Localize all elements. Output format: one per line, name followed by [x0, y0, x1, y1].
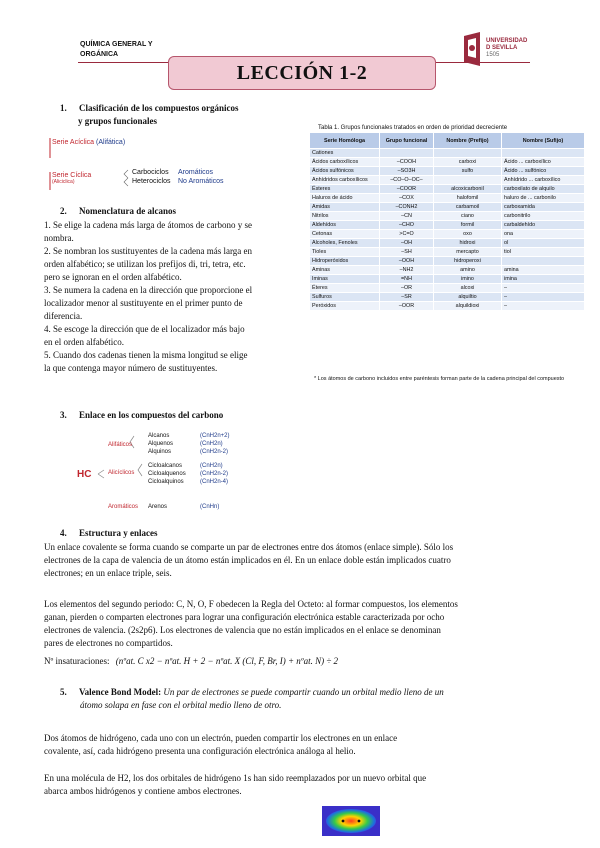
para-line: electrones; en un enlace triple, seis.: [44, 568, 172, 578]
section-1-number: 1.: [60, 103, 67, 113]
para-line: electrones de valencia. (2s2p6). Los electrones de valencia que no están implicados en el enlace se denominan: [44, 625, 441, 635]
table-cell: –COOH: [380, 158, 434, 167]
table-cell: formil: [434, 221, 502, 230]
table-cell: –: [502, 284, 585, 293]
table-cell: –COX: [380, 194, 434, 203]
para-line: Un enlace covalente se forma cuando se comparte un par de electrones entre dos átomos (enlace simple). Sólo los: [44, 542, 454, 552]
table-cell: –NH2: [380, 266, 434, 275]
table-row: [310, 221, 585, 230]
alicyclic-label: Alicíclicos: [108, 470, 135, 476]
rule-line: pero se ignoran en el orden alfabético.: [44, 272, 182, 282]
table-cell: Ácido ... sulfónico: [502, 167, 585, 176]
section-1-title-2: y grupos funcionales: [78, 116, 158, 126]
rule-line: la que contenga mayor número de sustituyentes.: [44, 363, 218, 373]
series-cyclic: Serie Cíclica: [52, 172, 92, 179]
table-cell: carboxilato de alquilo: [502, 185, 585, 194]
rule-line: en el orden alfabético.: [44, 337, 124, 347]
section-4-title: Estructura y enlaces: [79, 528, 158, 538]
section-3-title: Enlace en los compuestos del carbono: [79, 410, 224, 420]
para-line: electrones de la capa de valencia de un átomo están implicados en él. En un enlace doble están implicados cuatro: [44, 555, 451, 565]
alkanes: Alcanos: [148, 433, 170, 439]
table-cell: Éteres: [310, 284, 380, 293]
unsaturation-label: Nº insaturaciones:: [44, 656, 110, 666]
h2-orbital-icon: [322, 806, 380, 836]
table-note: * Los átomos de carbono incluidos entre paréntesis forman parte de la cadena principal del compuesto: [314, 376, 565, 382]
table-cell: haluro de ... carbonilo: [502, 194, 585, 203]
subject-line-2: ORGÁNICA: [80, 51, 119, 58]
unsaturation-formula: [44, 656, 338, 666]
aliphatic-formulas: [200, 432, 230, 456]
rule-line: orden alfabético; se utilizan los prefijos di, tri, tetra, etc.: [44, 259, 246, 269]
para-line: abarca ambos hidrógenos y contiene ambos electrones.: [44, 786, 242, 796]
subject-line-1: QUÍMICA GENERAL Y: [80, 41, 153, 48]
table-cell: –COOR: [380, 185, 434, 194]
table-caption: Tabla 1. Grupos funcionales tratados en orden de prioridad decreciente: [318, 125, 508, 131]
table-cell: halofomil: [434, 194, 502, 203]
formula-cycloalkanes: (CnH2n): [200, 463, 223, 469]
table-cell: Cationes: [310, 149, 380, 158]
lesson-title: LECCIÓN 1-2: [168, 56, 436, 90]
cycloalkanes: Cicloalcanos: [148, 463, 183, 469]
rule-line: 4. Se escoge la dirección que de el localizador más bajo: [44, 324, 245, 334]
table-row: [310, 266, 585, 275]
table-cell: carbamoil: [434, 203, 502, 212]
table-cell: Alcoholes, Fenoles: [310, 239, 380, 248]
section-3-heading: [60, 410, 223, 420]
table-cell: [434, 176, 502, 185]
aromatic: Aromáticos: [178, 169, 214, 176]
table-cell: Sulfuros: [310, 293, 380, 302]
section-2-title: Nomenclatura de alcanos: [79, 206, 176, 216]
table-cell: alcoxicarbonil: [434, 185, 502, 194]
hc-label: HC: [77, 469, 92, 480]
table-cell: [502, 149, 585, 158]
alkynes: Alquinos: [148, 449, 172, 455]
table-cell: Ácido ... carboxílico: [502, 158, 585, 167]
para-line: covalente, así, cada hidrógeno presenta una configuración electrónica análoga al helio.: [44, 746, 356, 756]
university-name: [486, 38, 527, 59]
alicyclic-formulas: [200, 462, 228, 486]
table-cell: –OR: [380, 284, 434, 293]
table-row: [310, 302, 585, 311]
aliphatic-label: Alifáticos: [108, 442, 133, 448]
table-cell: –CHO: [380, 221, 434, 230]
table-cell: –SO3H: [380, 167, 434, 176]
cycloalkynes: Cicloalquinos: [148, 479, 184, 485]
table-cell: Aldehídos: [310, 221, 380, 230]
table-cell: Tioles: [310, 248, 380, 257]
table-cell: Peróxidos: [310, 302, 380, 311]
table-cell: carboxi: [434, 158, 502, 167]
rule-line: nombra.: [44, 233, 74, 243]
formula-cycloalkynes: (CnH2n-4): [200, 479, 229, 485]
alicyclic-list: [148, 462, 186, 486]
table-cell: Anhídridos carboxílicos: [310, 176, 380, 185]
series-cyclic-note: (Aliciclica): [52, 179, 75, 185]
series-acyclic: Serie Acíclica: [52, 139, 95, 146]
table-cell: –: [502, 293, 585, 302]
table-cell: –SH: [380, 248, 434, 257]
section-2-number: 2.: [60, 206, 67, 216]
table-cell: Anhídrido ... carboxílico: [502, 176, 585, 185]
table-cell: –SR: [380, 293, 434, 302]
table-cell: Amidas: [310, 203, 380, 212]
table-cell: Cetonas: [310, 230, 380, 239]
para-line: Dos átomos de hidrógeno, cada uno con un electrón, pueden compartir los electrones en un enlace: [44, 733, 398, 743]
table-cell: alquiltio: [434, 293, 502, 302]
table-cell: carbaldehído: [502, 221, 585, 230]
rule-line: 5. Cuando dos cadenas tienen la misma longitud se elige: [44, 350, 248, 360]
university-line-1: UNIVERSIDAD: [486, 38, 528, 44]
table-row: [310, 230, 585, 239]
table-cell: >C=O: [380, 230, 434, 239]
table-header-cell: Nombre (Sufijo): [502, 133, 585, 149]
table-cell: ona: [502, 230, 585, 239]
table-cell: ciano: [434, 212, 502, 221]
series-acyclic-note: (Alifática): [95, 139, 126, 146]
section-3-number: 3.: [60, 410, 67, 420]
alkenes: Alquenos: [148, 441, 174, 447]
table-cell: –OH: [380, 239, 434, 248]
table-cell: carbonitrilo: [502, 212, 585, 221]
formula-alkynes: (CnH2n-2): [200, 449, 229, 455]
table-cell: ol: [502, 239, 585, 248]
functional-groups-table: [309, 132, 585, 311]
aliphatic-list: [148, 432, 173, 456]
para-line: Los elementos del segundo periodo: C, N, O, F obedecen la Regla del Octeto: al formar compuestos, los elementos: [44, 599, 458, 609]
rule-line: 1. Se elige la cadena más larga de átomos de carbono y se: [44, 220, 253, 230]
rule-line: 3. Se numera la cadena en la dirección que proporcione el: [44, 285, 253, 295]
table-cell: Hidroperóxidos: [310, 257, 380, 266]
table-cell: [502, 257, 585, 266]
section-4-number: 4.: [60, 528, 67, 538]
para-line: pares de electrones no compartidos.: [44, 638, 173, 648]
table-cell: alquildioxi: [434, 302, 502, 311]
university-line-3: 1505: [486, 52, 500, 58]
table-cell: [380, 149, 434, 158]
table-cell: –OOH: [380, 257, 434, 266]
table-cell: –: [502, 302, 585, 311]
table-row: [310, 257, 585, 266]
formula-arenes: (CnHn): [200, 504, 220, 510]
section-4-para-2: [44, 598, 564, 650]
section-5-para-2: [44, 772, 564, 798]
formula-cycloalkenes: (CnH2n-2): [200, 471, 229, 477]
table-row: [310, 203, 585, 212]
para-line: ganan, pierden o comparten electrones para lograr una configuración electrónica estable caracterizada por ocho: [44, 612, 445, 622]
formula-alkanes: (CnH2n+2): [200, 433, 230, 439]
section-5-title: Valence Bond Model:: [79, 687, 162, 697]
table-cell: Ácidos sulfónicos: [310, 167, 380, 176]
section-5-number: 5.: [60, 687, 67, 697]
table-cell: amino: [434, 266, 502, 275]
table-cell: hidroxi: [434, 239, 502, 248]
table-cell: –CO–O–OC–: [380, 176, 434, 185]
table-cell: Nitrilos: [310, 212, 380, 221]
rule-line: diferencia.: [44, 311, 83, 321]
table-row: [310, 284, 585, 293]
aromatic-group: [178, 168, 224, 186]
table-cell: –OOR: [380, 302, 434, 311]
table-cell: [434, 149, 502, 158]
classification-bracket: [48, 136, 138, 194]
unsaturation-expression: (nºat. C x2 − nºat. H + 2 − nºat. X (Cl, F, Br, I) + nºat. N) ÷ 2: [115, 656, 339, 666]
table-cell: amina: [502, 266, 585, 275]
table-header-cell: Grupo funcional: [380, 133, 434, 149]
table-row: [310, 185, 585, 194]
section-1-heading: [60, 103, 239, 113]
table-cell: imina: [502, 275, 585, 284]
section-4-heading: [60, 528, 158, 538]
section-2-heading: [60, 206, 176, 216]
table-cell: carboxamida: [502, 203, 585, 212]
table-header-cell: Nombre (Prefijo): [434, 133, 502, 149]
table-row: [310, 212, 585, 221]
section-1-title-1: Clasificación de los compuestos orgánicos: [79, 103, 239, 113]
formula-alkenes: (CnH2n): [200, 441, 223, 447]
subject-header: [80, 40, 170, 60]
section-5-para-1: [44, 732, 564, 758]
arenes: Arenos: [148, 504, 168, 510]
table-cell: Iminas: [310, 275, 380, 284]
section-5-desc-2: átomo solapa en fase con el orbital medio lleno de otro.: [80, 700, 282, 710]
table-row: [310, 248, 585, 257]
table-header-row: [310, 133, 585, 149]
table-cell: Aminas: [310, 266, 380, 275]
table-row: [310, 293, 585, 302]
para-line: En una molécula de H2, los dos orbitales de hidrógeno 1s han sido reemplazados por un nuevo orbital que: [44, 773, 427, 783]
rule-line: 2. Se nombran los sustituyentes de la cadena más larga en: [44, 246, 253, 256]
table-cell: Haluros de ácido: [310, 194, 380, 203]
table-cell: alcoxi: [434, 284, 502, 293]
table-cell: Ésteres: [310, 185, 380, 194]
table-cell: oxo: [434, 230, 502, 239]
table-cell: –CONH2: [380, 203, 434, 212]
carbocycles: Carbociclos: [132, 169, 169, 176]
table-cell: imino: [434, 275, 502, 284]
table-row: [310, 167, 585, 176]
alkane-rules: [44, 219, 306, 375]
table-row: [310, 176, 585, 185]
rule-line: localizador menor al sustituyente en el primer punto de: [44, 298, 243, 308]
table-row: [310, 275, 585, 284]
table-row: [310, 158, 585, 167]
section-5-desc-1: Un par de electrones se puede compartir cuando un orbital medio lleno de un: [163, 687, 444, 697]
aromatic-label: Aromáticos: [108, 504, 139, 510]
heterocycles: Heterociclos: [132, 178, 171, 185]
table-cell: –CN: [380, 212, 434, 221]
table-cell: =NH: [380, 275, 434, 284]
table-cell: tiol: [502, 248, 585, 257]
table-row: [310, 149, 585, 158]
table-cell: sulfo: [434, 167, 502, 176]
table-cell: hidroperoxi: [434, 257, 502, 266]
table-cell: mercapto: [434, 248, 502, 257]
table-header-cell: Serie Homóloga: [310, 133, 380, 149]
section-4-para-1: [44, 541, 564, 580]
university-line-2: D SEVILLA: [486, 45, 518, 51]
table-cell: Ácidos carboxílicos: [310, 158, 380, 167]
table-row: [310, 239, 585, 248]
table-row: [310, 194, 585, 203]
non-aromatic: No Aromáticos: [178, 178, 224, 185]
section-5-heading: [60, 686, 560, 699]
cycloalkenes: Cicloalquenos: [148, 471, 186, 477]
